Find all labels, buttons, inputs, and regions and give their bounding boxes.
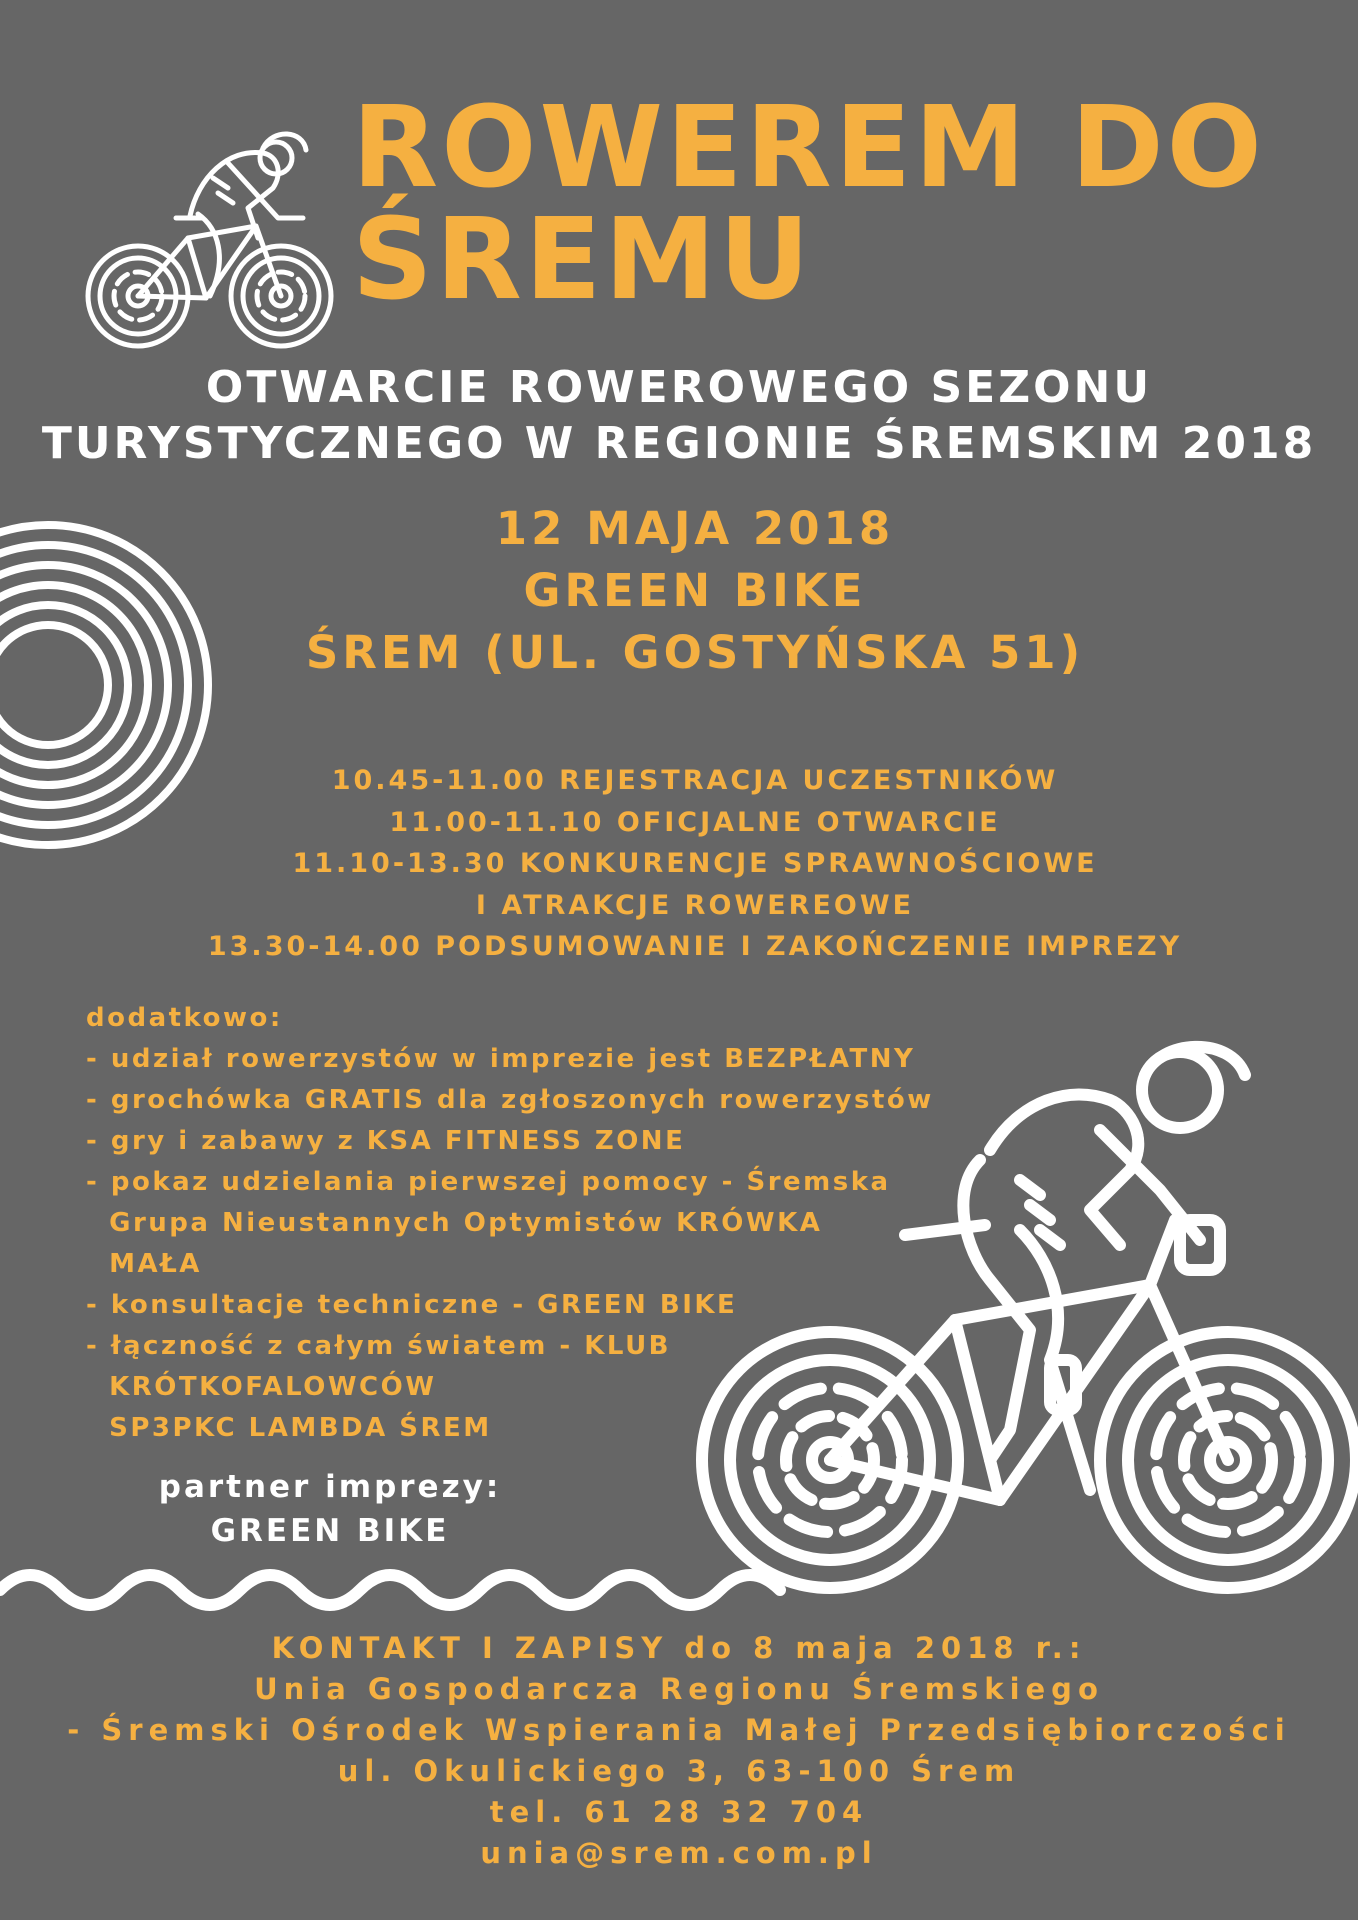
contact-organization: Unia Gospodarcza Regionu Śremskiego bbox=[254, 1672, 1104, 1706]
title-line: ROWEREM DO bbox=[352, 83, 1265, 213]
contact-block bbox=[0, 1628, 1358, 1874]
event-info bbox=[0, 498, 1358, 684]
event-venue: GREEN BIKE bbox=[523, 564, 867, 617]
contact-address: ul. Okulickiego 3, 63-100 Śrem bbox=[337, 1754, 1021, 1788]
title-line: ŚREMU bbox=[352, 195, 813, 325]
extras-item: KRÓTKOFALOWCÓW bbox=[86, 1372, 437, 1402]
partner-name: GREEN BIKE bbox=[210, 1513, 450, 1549]
contact-email: unia@srem.com.pl bbox=[480, 1836, 878, 1870]
partner-block bbox=[100, 1465, 560, 1553]
extras-item: - pokaz udzielania pierwszej pomocy - Śremska bbox=[86, 1167, 891, 1197]
cyclist-icon bbox=[78, 118, 338, 348]
partner-label: partner imprezy: bbox=[158, 1469, 502, 1505]
schedule-item: 11.00-11.10 OFICJALNE OTWARCIE bbox=[389, 806, 1001, 838]
contact-heading: KONTAKT I ZAPISY do 8 maja 2018 r.: bbox=[271, 1631, 1087, 1665]
subtitle-line: TURYSTYCZNEGO W REGIONIE ŚREMSKIM 2018 bbox=[41, 418, 1317, 469]
contact-organization: - Śremski Ośrodek Wspierania Małej Przedsiębiorczości bbox=[67, 1713, 1291, 1747]
extras-item: MAŁA bbox=[86, 1249, 202, 1279]
extras-item: - łączność z całym światem - KLUB bbox=[86, 1331, 671, 1361]
schedule-item: 11.10-13.30 KONKURENCJE SPRAWNOŚCIOWE bbox=[292, 848, 1098, 879]
schedule-item: 10.45-11.00 REJESTRACJA UCZESTNIKÓW bbox=[331, 765, 1059, 796]
extras-item: SP3PKC LAMBDA ŚREM bbox=[86, 1413, 492, 1443]
contact-phone: tel. 61 28 32 704 bbox=[489, 1795, 869, 1829]
subtitle-line: OTWARCIE ROWEROWEGO SEZONU bbox=[205, 362, 1153, 413]
extras-list bbox=[86, 998, 986, 1449]
extras-item: Grupa Nieustannych Optymistów KRÓWKA bbox=[86, 1208, 823, 1238]
poster-title bbox=[352, 83, 1352, 325]
event-address: ŚREM (UL. GOSTYŃSKA 51) bbox=[305, 626, 1085, 679]
extras-item: - udział rowerzystów w imprezie jest BEZPŁATNY bbox=[86, 1044, 916, 1074]
extras-item: - gry i zabawy z KSA FITNESS ZONE bbox=[86, 1126, 686, 1156]
schedule-item: 13.30-14.00 PODSUMOWANIE I ZAKOŃCZENIE IMPREZY bbox=[207, 931, 1183, 962]
poster-subtitle bbox=[0, 360, 1358, 472]
extras-item: - konsultacje techniczne - GREEN BIKE bbox=[86, 1290, 738, 1320]
extras-heading: dodatkowo: bbox=[86, 1003, 283, 1033]
schedule bbox=[0, 760, 1358, 968]
extras-item: - grochówka GRATIS dla zgłoszonych rowerzystów bbox=[86, 1085, 934, 1115]
event-date: 12 MAJA 2018 bbox=[495, 502, 895, 555]
schedule-item: I ATRAKCJE ROWEREOWE bbox=[475, 889, 915, 921]
